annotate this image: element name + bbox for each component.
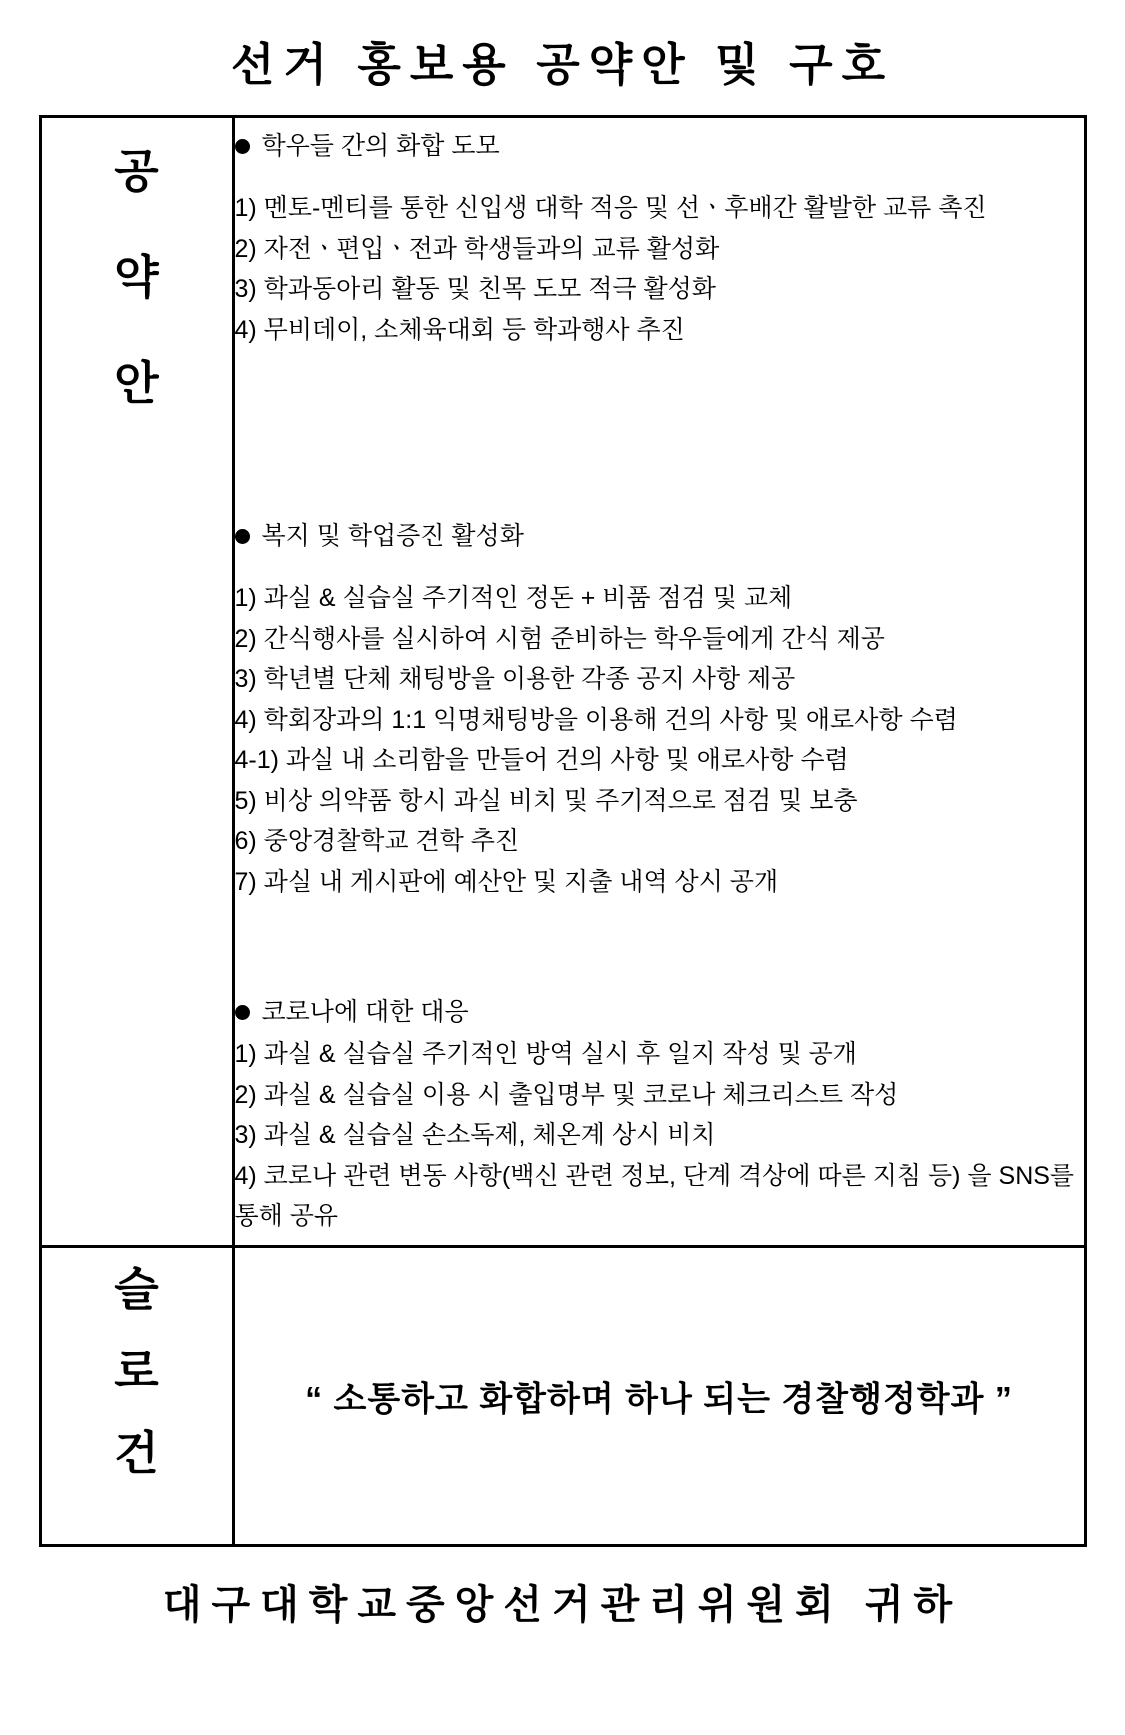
row-label-slogan	[40, 1246, 233, 1545]
list-item: 1) 멘토-멘티를 통한 신입생 대학 적응 및 선ㆍ후배간 활발한 교류 촉진	[234, 194, 987, 222]
list-item: 4) 학회장과의 1:1 익명채팅방을 이용해 건의 사항 및 애로사항 수렴	[234, 705, 958, 734]
spacer	[235, 910, 1084, 984]
footer-text: 대구대학교중앙선거관리위원회 귀하	[162, 1582, 963, 1627]
pledge-group-2	[235, 516, 1084, 902]
label-char-3: 안	[114, 357, 159, 409]
list-item: 2) 간식행사를 실시하여 시험 준비하는 학우들에게 간식 제공	[234, 624, 885, 653]
list-item: 7) 과실 내 게시판에 예산안 및 지출 내역 상시 공개	[234, 867, 779, 896]
vertical-label-slogan	[42, 1248, 232, 1494]
page-title: 선거 홍보용 공약안 및 구호	[230, 39, 895, 90]
row-label-pledge	[40, 117, 233, 1247]
list-item: 1) 과실 & 실습실 주기적인 정돈 + 비품 점검 및 교체	[234, 584, 793, 612]
pledge-group-3-heading-text: 코로나에 대한 대응	[261, 998, 469, 1026]
slogan-text: “ 소통하고 화합하며 하나 되는 경찰행정학과 ”	[305, 1380, 1013, 1418]
list-item: 4) 코로나 관련 변동 사항(백신 관련 정보, 단계 격상에 따른 지침 등) 을 SNS를 통해 공유	[234, 1161, 1075, 1230]
list-item: 2) 과실 & 실습실 이용 시 출입명부 및 코로나 체크리스트 작성	[234, 1080, 899, 1109]
document-page	[0, 28, 1125, 1735]
list-item: 6) 중앙경찰학교 견학 추진	[234, 827, 520, 855]
vertical-label-pledge	[42, 118, 232, 436]
spacer	[235, 358, 1084, 508]
slogan-label-char-2: 로	[114, 1344, 159, 1397]
pledge-group-1-heading-text: 학우들 간의 화합 도모	[261, 132, 500, 160]
pledge-group-1	[235, 126, 1084, 350]
list-item: 3) 학년별 단체 채팅방을 이용한 각종 공지 사항 제공	[234, 665, 796, 693]
list-item: 1) 과실 & 실습실 주기적인 방역 실시 후 일지 작성 및 공개	[234, 1040, 857, 1068]
bullet-dot-icon	[235, 139, 250, 154]
list-item: 3) 과실 & 실습실 손소독제, 체온계 상시 비치	[234, 1121, 716, 1149]
list-item: 4-1) 과실 내 소리함을 만들어 건의 사항 및 애로사항 수렴	[234, 746, 849, 774]
slogan-label-char-1: 슬	[114, 1262, 159, 1315]
table-row-pledge	[40, 117, 1085, 1247]
pledge-group-2-heading-text: 복지 및 학업증진 활성화	[261, 522, 524, 550]
list-item: 4) 무비데이, 소체육대회 등 학과행사 추진	[234, 315, 685, 344]
pledge-group-2-heading	[235, 516, 1084, 552]
bullet-dot-icon	[235, 529, 250, 544]
pledge-content	[233, 117, 1085, 1247]
list-item: 3) 학과동아리 활동 및 친목 도모 적극 활성화	[234, 275, 716, 303]
pledge-group-3	[235, 992, 1084, 1237]
label-char-2: 약	[114, 251, 159, 303]
table-row-slogan	[40, 1246, 1085, 1545]
pledge-group-1-heading	[235, 126, 1084, 162]
slogan-label-char-3: 건	[114, 1426, 159, 1479]
label-char-1: 공	[114, 145, 159, 197]
bullet-dot-icon	[235, 1005, 250, 1020]
slogan-box	[235, 1248, 1084, 1544]
list-item: 2) 자전ㆍ편입ㆍ전과 학생들과의 교류 활성화	[234, 234, 720, 263]
list-item: 5) 비상 의약품 항시 과실 비치 및 주기적으로 점검 및 보충	[234, 786, 858, 815]
pledge-group-3-heading	[235, 992, 1084, 1028]
slogan-content	[233, 1246, 1085, 1545]
pledge-table	[39, 115, 1087, 1547]
